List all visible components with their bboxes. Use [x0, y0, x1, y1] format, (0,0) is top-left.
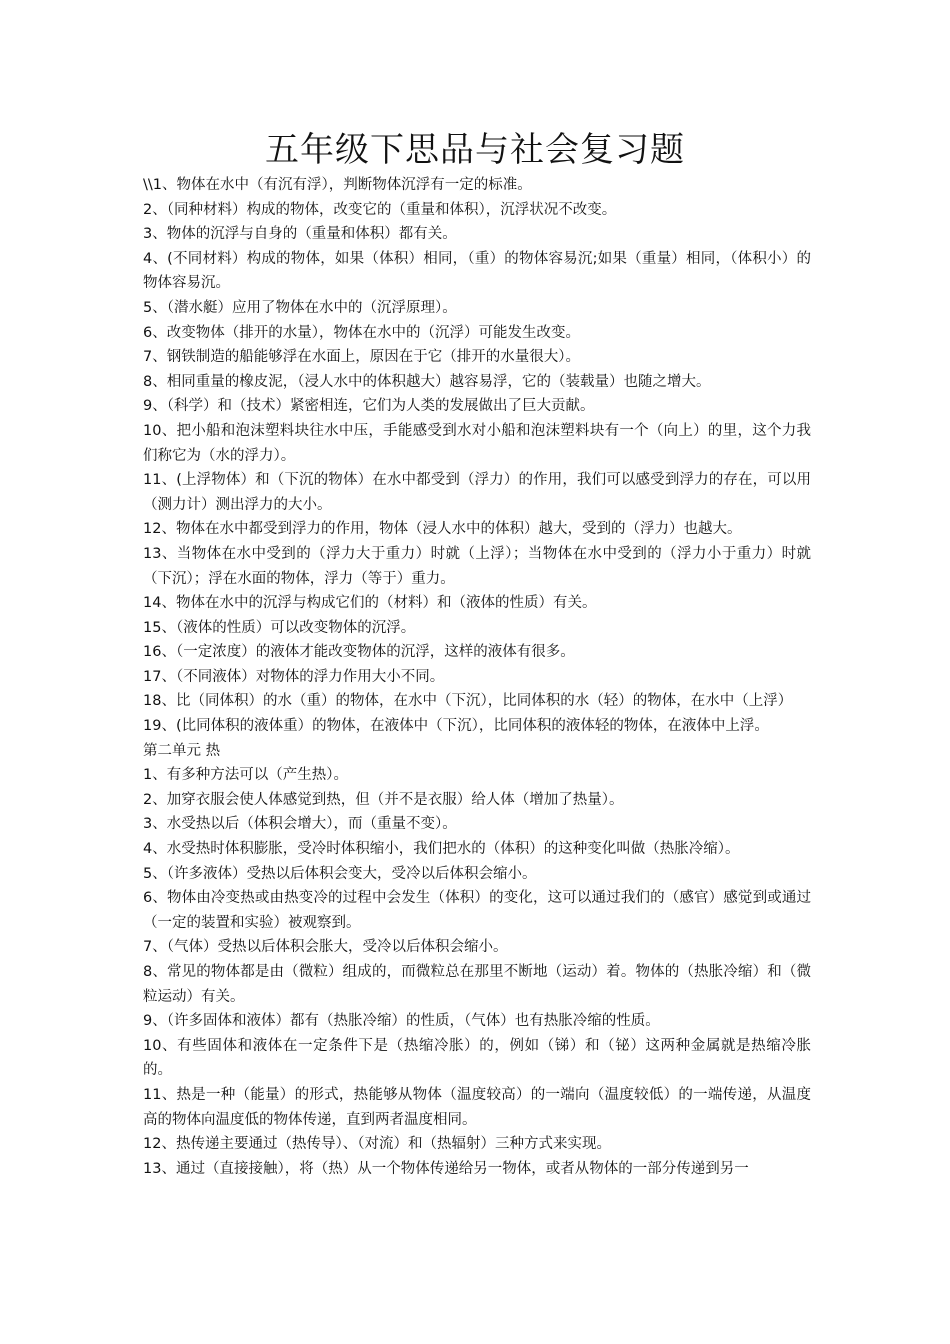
paragraph: 17、（不同液体）对物体的浮力作用大小不同。: [143, 668, 445, 685]
paragraph: 10、把小船和泡沫塑料块往水中压，手能感受到水对小船和泡沫塑料块有一个（向上）的里，这个力我们称它为（水的浮力）。: [143, 422, 811, 464]
paragraph: 8、相同重量的橡皮泥，（浸人水中的体积越大）越容易浮，它的（装载量）也随之增大。: [143, 373, 711, 390]
paragraph: 5、（潜水艇）应用了物体在水中的（沉浮原理）。: [143, 299, 457, 316]
document-title: 五年级下思品与社会复习题: [265, 130, 685, 170]
paragraph: 7、（气体）受热以后体积会胀大，受冷以后体积会缩小。: [143, 939, 508, 956]
paragraph: 15、（液体的性质）可以改变物体的沉浮。: [143, 619, 416, 636]
paragraph: 3、水受热以后（体积会增大），而（重量不变）。: [143, 816, 457, 833]
paragraph: 12、热传递主要通过（热传导）、（对流）和（热辐射）三种方式来实现。: [143, 1136, 611, 1153]
paragraph: 13、当物体在水中受到的（浮力大于重力）时就（上浮）；当物体在水中受到的（浮力小于重力）时就（下沉）；浮在水面的物体，浮力（等于）重力。: [143, 545, 811, 587]
paragraph: 2、加穿衣服会使人体感觉到热，但（并不是衣服）给人体（增加了热量）。: [143, 791, 624, 808]
paragraph: 5、（许多液体）受热以后体积会变大，受冷以后体积会缩小。: [143, 865, 537, 882]
paragraph: 9、（许多固体和液体）都有（热胀冷缩）的性质，（气体）也有热胀冷缩的性质。: [143, 1013, 660, 1030]
paragraph: \\1、物体在水中（有沉有浮），判断物体沉浮有一定的标准。: [143, 177, 532, 193]
paragraph: 3、物体的沉浮与自身的（重量和体积）都有关。: [143, 226, 457, 243]
paragraph: 4、(不同材料）构成的物体，如果（体积）相同，（重）的物体容易沉;如果（重量）相同，（体积小）的物体容易沉。: [143, 250, 811, 292]
paragraph: 6、物体由冷变热或由热变冷的过程中会发生（体积）的变化，这可以通过我们的（感官）感觉到或通过（一定的装置和实验）被观察到。: [143, 890, 811, 931]
paragraph: 1、有多种方法可以（产生热）。: [143, 767, 348, 784]
paragraph: 8、常见的物体都是由（微粒）组成的，而微粒总在那里不断地（运动）着。物体的（热胀冷缩）和（微粒运动）有关。: [143, 964, 811, 1005]
paragraph: 18、比（同体积）的水（重）的物体，在水中（下沉），比同体积的水（轻）的物体，在水中（上浮）: [143, 693, 793, 710]
paragraph: 16、（一定浓度）的液体才能改变物体的沉浮，这样的液体有很多。: [143, 644, 575, 661]
paragraph: 12、物体在水中都受到浮力的作用，物体（浸人水中的体积）越大，受到的（浮力）也越大。: [143, 521, 742, 538]
paragraph: 9、（科学）和（技术）紧密相连，它们为人类的发展做出了巨大贡献。: [143, 398, 595, 415]
paragraph: 第二单元 热: [143, 742, 221, 759]
paragraph: 19、(比同体积的液体重）的物体，在液体中（下沉），比同体积的液体轻的物体，在液体中上浮。: [143, 718, 769, 735]
paragraph: 14、物体在水中的沉浮与构成它们的（材料）和（液体的性质）有关。: [143, 595, 597, 612]
paragraph: 2、（同种材料）构成的物体，改变它的（重量和体积），沉浮状况不改变。: [143, 201, 617, 218]
paragraph: 6、改变物体（排开的水量），物体在水中的（沉浮）可能发生改变。: [143, 324, 580, 341]
paragraph: 11、(上浮物体）和（下沉的物体）在水中都受到（浮力）的作用，我们可以感受到浮力的存在，可以用（测力计）测出浮力的大小。: [143, 472, 811, 513]
paragraph: 7、钢铁制造的船能够浮在水面上，原因在于它（排开的水量很大）。: [143, 349, 580, 366]
paragraph: 11、热是一种（能量）的形式，热能够从物体（温度较高）的一端向（温度较低）的一端传递，从温度高的物体向温度低的物体传递，直到两者温度相同。: [143, 1086, 811, 1128]
document-body: [143, 173, 811, 1181]
paragraph: 13、通过（直接接触），将（热）从一个物体传递给另一物体，或者从物体的一部分传递到另一: [143, 1160, 749, 1177]
paragraph: 10、有些固体和液体在一定条件下是（热缩冷胀）的，例如（锑）和（铋）这两种金属就是热缩冷胀的。: [143, 1037, 811, 1079]
paragraph: 4、水受热时体积膨胀，受冷时体积缩小，我们把水的（体积）的这种变化叫做（热胀冷缩）。: [143, 841, 740, 858]
